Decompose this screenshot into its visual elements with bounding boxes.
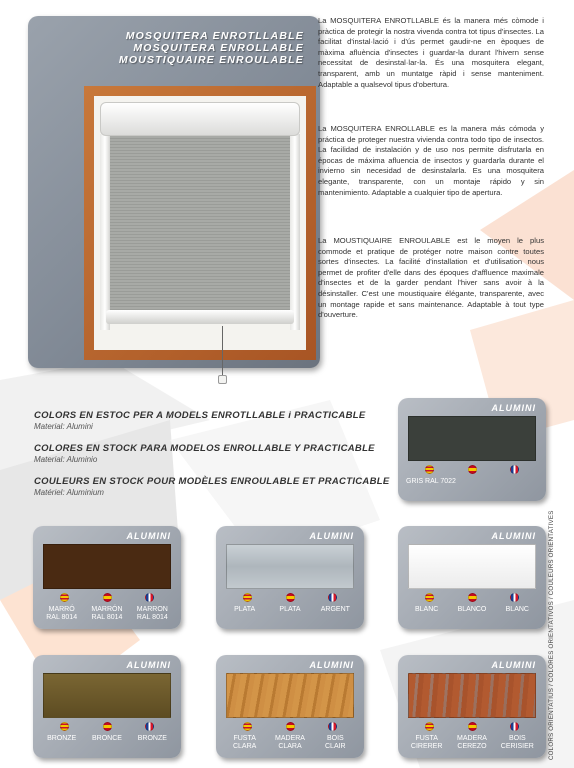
language-flags xyxy=(408,593,536,602)
language-flags xyxy=(43,722,171,731)
left-guide-rail xyxy=(100,134,110,330)
cat-flag-icon xyxy=(425,593,434,602)
color-swatch xyxy=(226,673,354,718)
stock-heading-fr xyxy=(34,476,404,497)
color-card-bronze xyxy=(33,655,181,758)
language-flags xyxy=(226,722,354,731)
stock-material: Matériel: Aluminium xyxy=(34,488,104,497)
hero-panel xyxy=(28,16,320,368)
esp-flag-icon xyxy=(468,465,477,474)
card-header: ALUMINI xyxy=(491,660,536,670)
color-labels xyxy=(39,735,175,743)
esp-flag-icon xyxy=(103,593,112,602)
color-label: MARRON RAL 8014 xyxy=(136,606,168,621)
color-card-fusta-clara xyxy=(216,655,364,758)
color-label: BOIS CLAIR xyxy=(325,735,346,750)
color-label: BLANC xyxy=(414,606,439,613)
vertical-note xyxy=(548,465,560,760)
card-header: ALUMINI xyxy=(491,403,536,413)
description-ca: La MOSQUITERA ENROTLLABLE és la manera més còmode i pràctica de protegir la nostra vivenda contra tot tipus d'insectes. La facilitat d'instal·lació i d'ús permet gaudir-ne en èpoques de màxima afluència d'insectes i guardar-la durant l'hivern sense necessitat de desinstal·lar-la. És una mosquitera elegant, transparent, amb un muntatge ràpid i sense manteniment. Adaptable a qualsevol tipus d'obertura. xyxy=(318,16,544,89)
color-label: MADERA CLARA xyxy=(275,735,305,750)
card-header: ALUMINI xyxy=(126,660,171,670)
fra-flag-icon xyxy=(145,593,154,602)
stock-title: COLORES EN STOCK PARA MODELOS ENROLLABLE Y PRACTICABLE xyxy=(34,443,375,454)
language-flags xyxy=(408,465,536,474)
stock-heading-es xyxy=(34,443,404,464)
color-label: BOIS CERISIER xyxy=(500,735,534,750)
color-swatch xyxy=(226,544,354,589)
color-labels xyxy=(406,478,456,486)
color-card-blanc xyxy=(398,526,546,629)
stock-title: COULEURS EN STOCK POUR MODÈLES ENROULABLE ET PRACTICABLE xyxy=(34,476,390,487)
color-label: BRONZE xyxy=(47,735,77,742)
hero-title-fr: MOUSTIQUAIRE ENROULABLE xyxy=(118,54,304,66)
cat-flag-icon xyxy=(60,593,69,602)
esp-flag-icon xyxy=(468,722,477,731)
color-swatch xyxy=(408,673,536,718)
hero-title-ca: MOSQUITERA ENROTLLABLE xyxy=(125,30,304,42)
esp-flag-icon xyxy=(468,593,477,602)
color-labels xyxy=(404,606,540,614)
description-es: La MOSQUITERA ENROLLABLE es la manera más cómoda y práctica de proteger nuestra vivienda contra todo tipo de insectos. La facilidad de instalación y de uso nos permite disfrutarla en épocas de máxima afluencia de insectos y guardarla durante el invierno sin necesidad de desinstalarla. Es una mosquitera elegante, transparente, con un montaje rápido y sin mantenimiento. Adaptable a cualquier tipo de apertura. xyxy=(318,124,544,197)
language-flags xyxy=(226,593,354,602)
color-swatch xyxy=(408,416,536,461)
fra-flag-icon xyxy=(510,722,519,731)
color-swatch xyxy=(43,673,171,718)
color-label: MADERA CEREZO xyxy=(457,735,487,750)
card-header: ALUMINI xyxy=(126,531,171,541)
cat-flag-icon xyxy=(243,722,252,731)
color-labels xyxy=(222,735,358,751)
color-labels xyxy=(39,606,175,622)
fra-flag-icon xyxy=(510,593,519,602)
stock-heading-ca xyxy=(34,410,404,431)
language-flags xyxy=(43,593,171,602)
color-label: PLATA xyxy=(279,606,301,613)
stock-title: COLORS EN ESTOC PER A MODELS ENROTLLABLE i PRACTICABLE xyxy=(34,410,366,421)
window-frame-image xyxy=(84,86,316,360)
hero-titles xyxy=(119,30,304,66)
stock-material: Material: Alumini xyxy=(34,422,93,431)
orientative-colors-note: COLORS ORIENTATIUS / COLORES ORIENTATIVOS / COULEURS ORIENTATIVES xyxy=(548,510,555,760)
color-card-fusta-cirerer xyxy=(398,655,546,758)
color-label: FUSTA CLARA xyxy=(232,735,257,750)
color-label: BLANCO xyxy=(457,606,487,613)
esp-flag-icon xyxy=(286,722,295,731)
color-labels xyxy=(404,735,540,751)
bottom-bar xyxy=(106,310,294,324)
color-label: BLANC xyxy=(505,606,529,613)
stock-material: Material: Aluminio xyxy=(34,455,98,464)
color-card-plata xyxy=(216,526,364,629)
color-label: GRIS RAL 7022 xyxy=(406,478,456,485)
description-fr: La MOUSTIQUAIRE ENROULABLE est le moyen le plus commode et pratique de protéger notre maison contre toutes sortes d'insectes. La facilité d'installation et d'utilisation nous permet de profiter d'elle dans des époques d'affluence maximale d'insectes et de la garder pendant l'hiver sans avoir à la désinstaller. C'est une moustiquaire élégante, transparente, avec un montage rapide et sans maintenance. Adaptable à tout type d'ouverture. xyxy=(318,236,544,320)
color-swatch xyxy=(408,544,536,589)
color-label: PLATA xyxy=(234,606,256,613)
cat-flag-icon xyxy=(243,593,252,602)
cat-flag-icon xyxy=(425,722,434,731)
cat-flag-icon xyxy=(425,465,434,474)
card-header: ALUMINI xyxy=(491,531,536,541)
right-guide-rail xyxy=(290,134,300,330)
color-label: ARGENT xyxy=(320,606,350,613)
color-labels xyxy=(222,606,358,614)
esp-flag-icon xyxy=(286,593,295,602)
color-swatch xyxy=(43,544,171,589)
color-label: MARRÓN RAL 8014 xyxy=(91,606,123,621)
language-flags xyxy=(408,722,536,731)
esp-flag-icon xyxy=(103,722,112,731)
fra-flag-icon xyxy=(145,722,154,731)
card-header: ALUMINI xyxy=(309,660,354,670)
fra-flag-icon xyxy=(328,722,337,731)
color-label: MARRÓ RAL 8014 xyxy=(46,606,78,621)
color-card-marron xyxy=(33,526,181,629)
color-label: BRONZE xyxy=(137,735,167,742)
pull-cord xyxy=(222,326,223,380)
card-header: ALUMINI xyxy=(309,531,354,541)
color-card-gris xyxy=(398,398,546,501)
pull-handle xyxy=(218,375,227,384)
mosquito-mesh xyxy=(110,136,290,310)
hero-title-es: MOSQUITERA ENROLLABLE xyxy=(133,42,304,54)
roller-cassette xyxy=(100,102,300,136)
fra-flag-icon xyxy=(328,593,337,602)
color-label: BRONCE xyxy=(92,735,122,742)
color-label: FUSTA CIRERER xyxy=(410,735,443,750)
cat-flag-icon xyxy=(60,722,69,731)
fra-flag-icon xyxy=(510,465,519,474)
